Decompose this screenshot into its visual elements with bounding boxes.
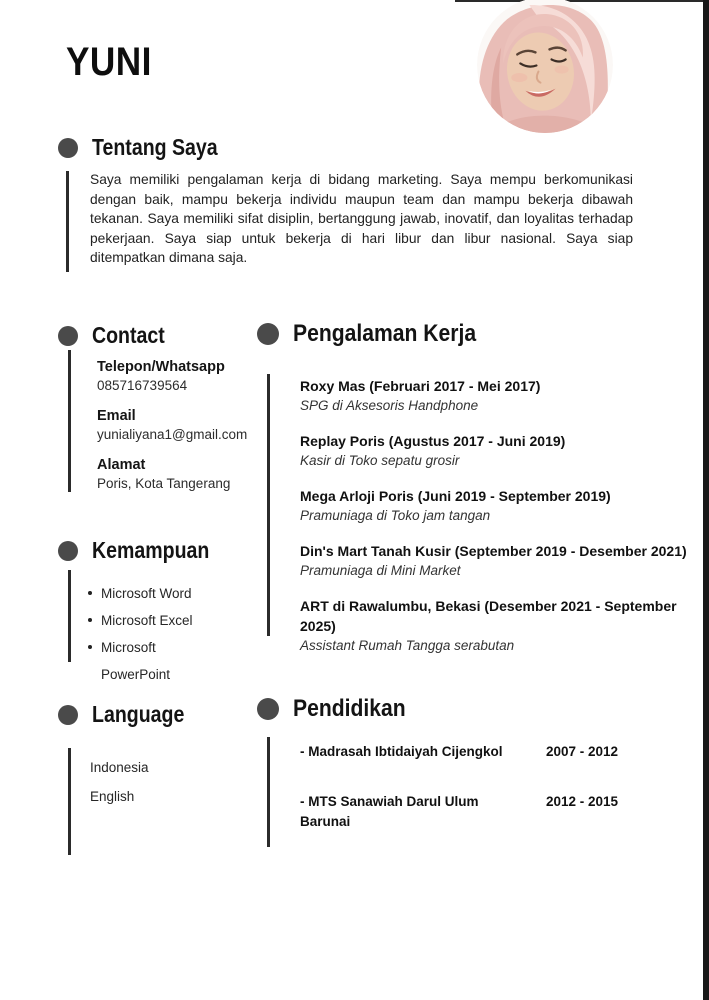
education-years: 2007 - 2012 [545, 744, 618, 759]
skill-label: Microsoft PowerPoint [101, 640, 171, 682]
experience-list [300, 376, 705, 671]
experience-rule [267, 374, 270, 636]
skills-section-title: Kemampuan [92, 537, 210, 563]
experience-role: Pramuniaga di Toko jam tangan [300, 508, 491, 523]
experience-item [300, 376, 705, 415]
section-bullet-icon [58, 138, 78, 158]
contact-item-phone [97, 358, 257, 395]
bullet-dot-icon [88, 591, 92, 595]
experience-item [300, 596, 705, 655]
skill-item [88, 580, 220, 607]
scan-edge-top [455, 0, 703, 2]
education-school: - MTS Sanawiah Darul Ulum Barunai [300, 794, 479, 829]
contact-email-value: yunialiyana1@gmail.com [97, 427, 248, 442]
experience-section-title: Pengalaman Kerja [293, 320, 477, 347]
contact-email-label: Email [97, 408, 136, 424]
contact-rule [68, 350, 71, 492]
experience-item [300, 486, 705, 525]
language-item: Indonesia [90, 760, 149, 775]
education-section-title: Pendidikan [293, 695, 406, 722]
education-school: - Madrasah Ibtidaiyah Cijengkol [300, 744, 503, 759]
contact-address-label: Alamat [97, 457, 146, 473]
contact-address-value: Poris, Kota Tangerang [97, 476, 231, 491]
experience-role: SPG di Aksesoris Handphone [300, 398, 479, 413]
profile-photo [477, 0, 613, 133]
contact-list [97, 358, 257, 505]
section-bullet-icon [257, 698, 279, 720]
education-item [300, 792, 618, 832]
skill-label: Microsoft Word [101, 586, 192, 601]
experience-heading: Roxy Mas (Februari 2017 - Mei 2017) [300, 378, 541, 394]
skills-list [88, 580, 220, 688]
experience-role: Kasir di Toko sepatu grosir [300, 453, 460, 468]
skill-label: Microsoft Excel [101, 613, 193, 628]
about-rule [66, 171, 69, 272]
contact-phone-label: Telepon/Whatsapp [97, 359, 225, 375]
education-section-header [257, 695, 421, 723]
contact-section-header [58, 322, 178, 349]
skills-section-header [58, 537, 230, 564]
contact-item-email [97, 407, 257, 444]
skill-item [88, 607, 220, 634]
experience-item [300, 431, 705, 470]
about-section-header [58, 134, 240, 161]
experience-item [300, 541, 705, 580]
bullet-dot-icon [88, 618, 92, 622]
experience-heading: Replay Poris (Agustus 2017 - Juni 2019) [300, 433, 566, 449]
section-bullet-icon [58, 326, 78, 346]
contact-item-address [97, 456, 257, 493]
education-list [300, 742, 618, 832]
language-section-title: Language [92, 701, 185, 727]
about-paragraph: Saya memiliki pengalaman kerja di bidang marketing. Saya mempu berkomunikasi dengan baik, mampu bekerja individu maupun team dan mampu bekerja dibawah tekanan. Saya memiliki sifat disiplin, bertanggung jawab, inovatif, dan loyalitas terhadap pekerjaan. Saya siap untuk bekerja di hari libur dan libur nasional. Saya siap ditempatkan dimana saja. [90, 172, 633, 266]
section-bullet-icon [58, 705, 78, 725]
language-list [90, 753, 149, 811]
section-bullet-icon [257, 323, 279, 345]
experience-section-header [257, 320, 501, 348]
profile-photo-illustration [477, 0, 613, 133]
experience-heading: Mega Arloji Poris (Juni 2019 - September 2019) [300, 488, 611, 504]
experience-role: Assistant Rumah Tangga serabutan [300, 638, 515, 653]
skills-rule [68, 570, 71, 662]
contact-phone-value: 085716739564 [97, 378, 188, 393]
education-years: 2012 - 2015 [545, 794, 618, 809]
experience-heading: Din's Mart Tanah Kusir (September 2019 - Desember 2021) [300, 543, 687, 559]
contact-section-title: Contact [92, 322, 165, 348]
experience-heading: ART di Rawalumbu, Bekasi (Desember 2021 - September 2025) [300, 598, 677, 634]
page-title: YUNI [66, 40, 152, 84]
skill-item [88, 634, 220, 688]
language-item: English [90, 789, 135, 804]
about-section-title: Tentang Saya [92, 134, 218, 160]
language-section-header [58, 701, 201, 728]
bullet-dot-icon [88, 645, 92, 649]
language-rule [68, 748, 71, 855]
education-rule [267, 737, 270, 847]
education-item [300, 742, 618, 762]
section-bullet-icon [58, 541, 78, 561]
experience-role: Pramuniaga di Mini Market [300, 563, 461, 578]
